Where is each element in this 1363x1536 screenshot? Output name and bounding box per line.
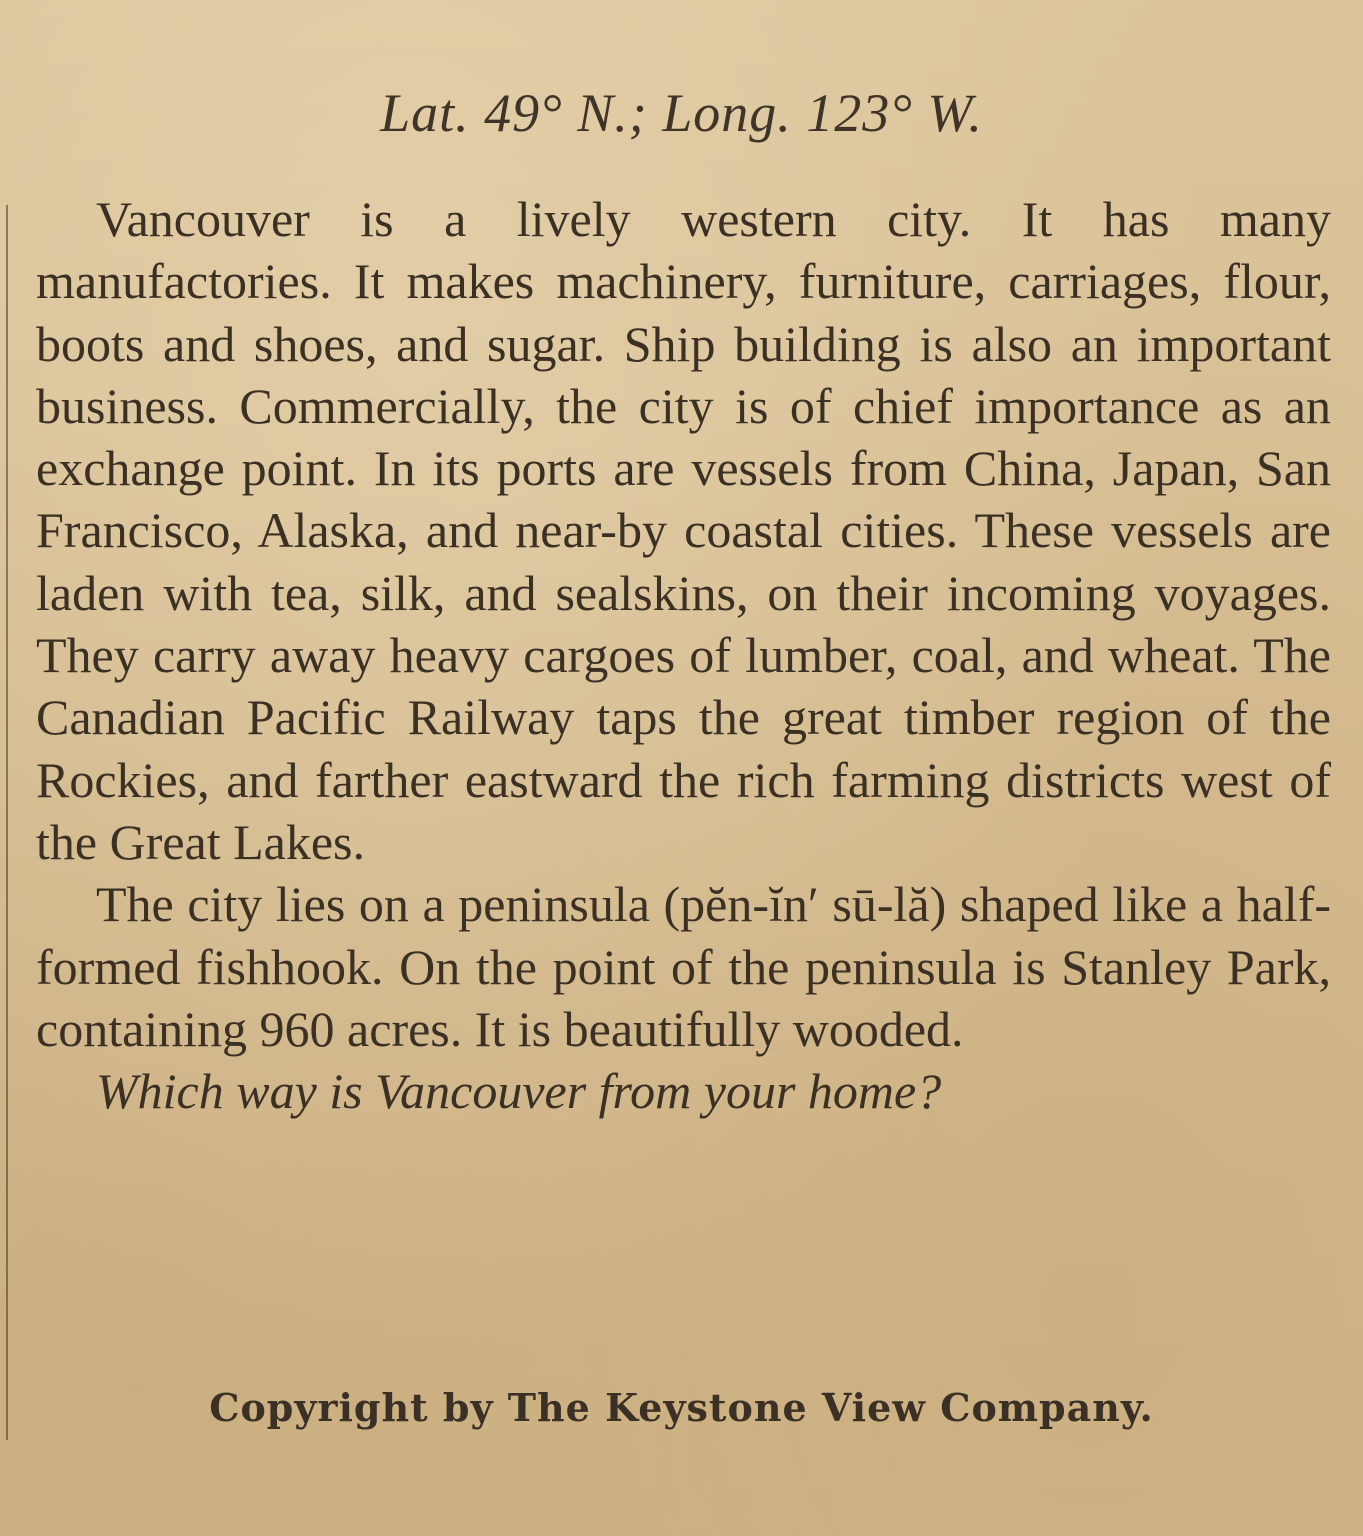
left-edge-rule [6,205,8,1440]
copyright-notice: Copyright by The Keystone View Company. [209,1385,1154,1430]
study-question: Which way is Vancouver from your home? [96,1063,942,1120]
paragraph-peninsula: The city lies on a peninsula (pĕn-ĭn′ sū-lă) shaped like a half-formed fishhook. On the point of the peninsula is Stanley Park, containing 960 acres. It is beautifully wooded. [36,876,1331,1057]
paragraph-city-industry: Vancouver is a lively western city. It has many manufactories. It makes machinery, furniture, carriages, flour, boots and shoes, and sugar. Ship building is also an important business. Commercially, the city is of chief importance as an exchange point. In its ports are vessels from China, Japan, San Francisco, Alaska, and near-by coastal cities. These vessels are laden with tea, silk, and sealskins, on their incoming voyages. They carry away heavy cargoes of lumber, coal, and wheat. The Canadian Pacific Railway taps the great timber region of the Rockies, and farther eastward the rich farming districts west of the Great Lakes. [36,191,1331,870]
coordinates-heading: Lat. 49° N.; Long. 123° W. [380,83,983,143]
description-body [36,188,1331,1122]
